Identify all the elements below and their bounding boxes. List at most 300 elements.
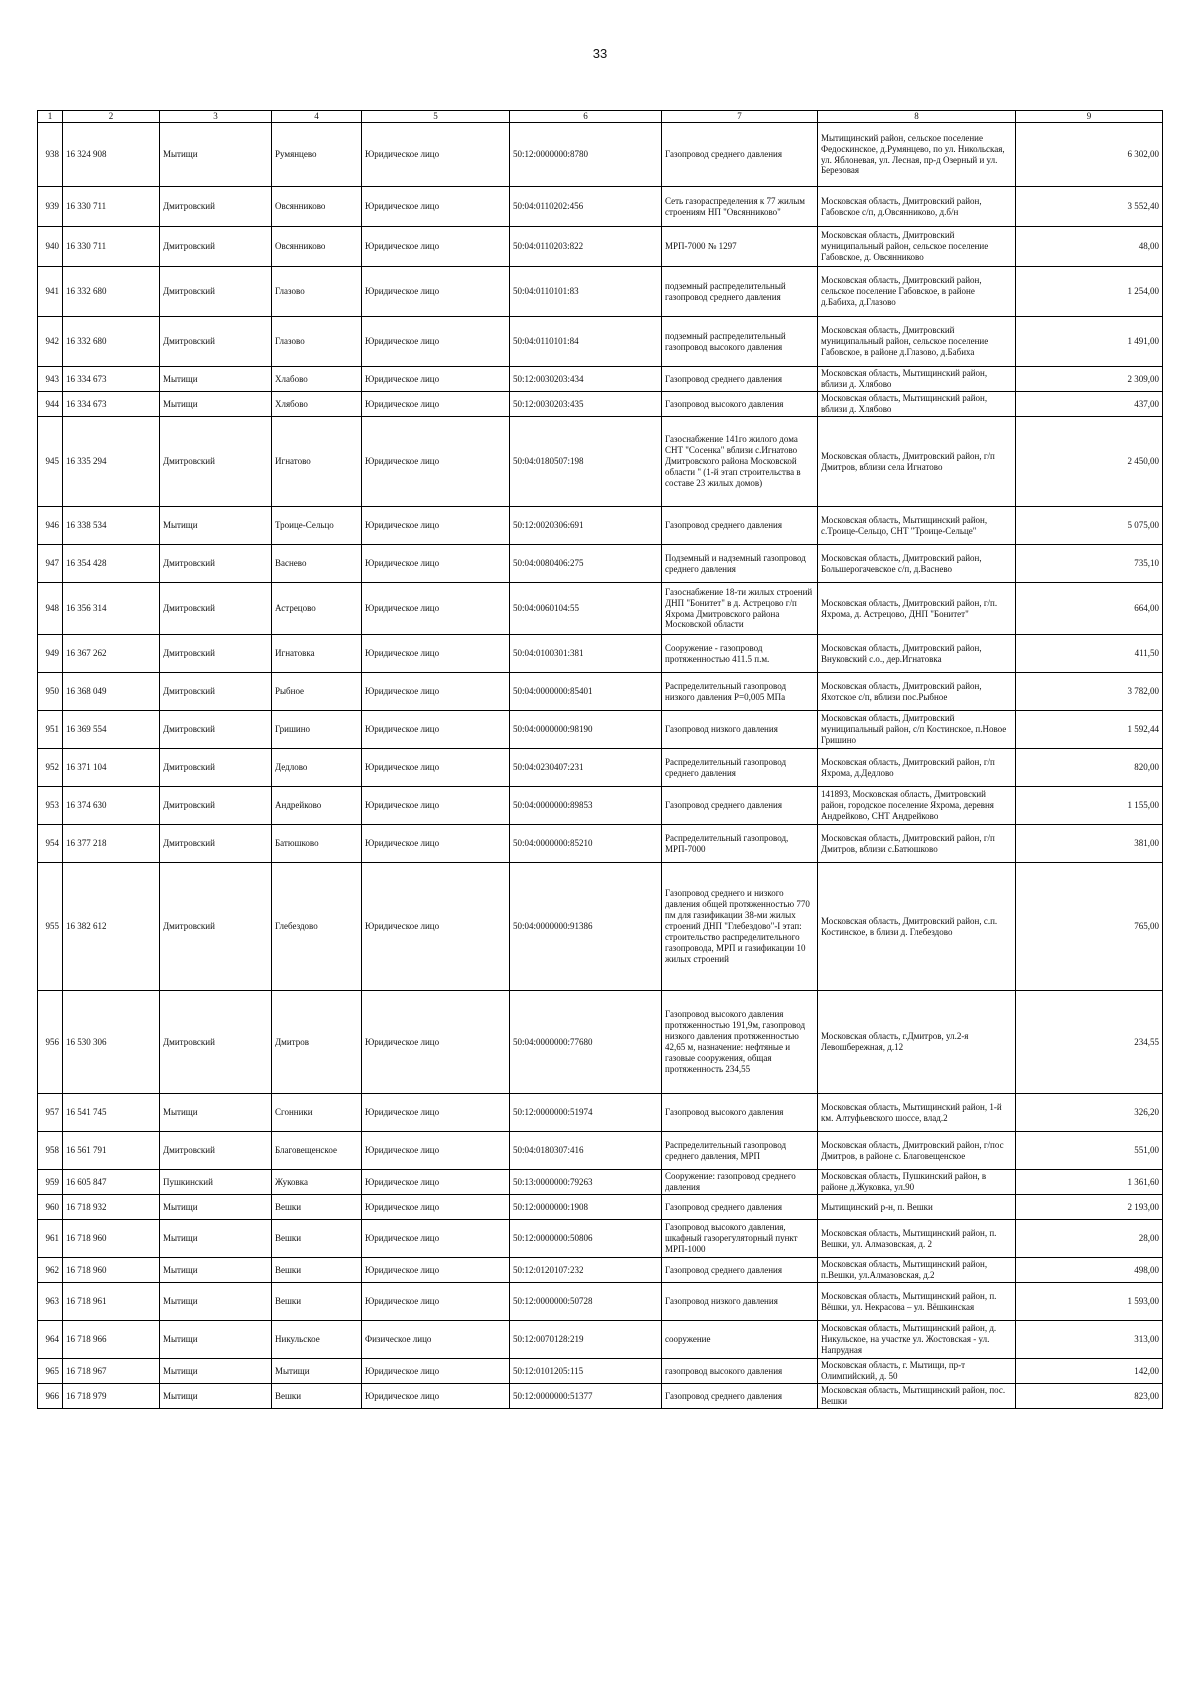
length-cell: 28,00 bbox=[1016, 1220, 1163, 1258]
locality-cell: Глазово bbox=[272, 267, 362, 317]
cadastral-number-cell: 50:04:0000000:85210 bbox=[510, 825, 662, 863]
district-cell: Дмитровский bbox=[160, 417, 272, 507]
length-cell: 1 593,00 bbox=[1016, 1283, 1163, 1321]
object-name-cell: Газопровод среднего давления bbox=[662, 367, 818, 392]
locality-cell: Вешки bbox=[272, 1258, 362, 1283]
cadastral-number-cell: 50:04:0080406:275 bbox=[510, 545, 662, 583]
object-name-cell: сооружение bbox=[662, 1321, 818, 1359]
length-cell: 1 155,00 bbox=[1016, 787, 1163, 825]
object-name-cell: Газопровод высокого давления, шкафный газорегуляторный пункт МРП-1000 bbox=[662, 1220, 818, 1258]
code-cell: 16 332 680 bbox=[63, 267, 160, 317]
code-cell: 16 330 711 bbox=[63, 187, 160, 227]
table-row bbox=[38, 635, 1163, 673]
row-number-cell: 954 bbox=[38, 825, 63, 863]
table-row bbox=[38, 749, 1163, 787]
cadastral-number-cell: 50:12:0120107:232 bbox=[510, 1258, 662, 1283]
object-name-cell: Газопровод низкого давления bbox=[662, 711, 818, 749]
cadastral-number-cell: 50:12:0000000:8780 bbox=[510, 123, 662, 187]
table-row bbox=[38, 1132, 1163, 1170]
locality-cell: Никульское bbox=[272, 1321, 362, 1359]
locality-cell: Сгонники bbox=[272, 1094, 362, 1132]
owner-type-cell: Юридическое лицо bbox=[362, 392, 510, 417]
length-cell: 411,50 bbox=[1016, 635, 1163, 673]
row-number-cell: 956 bbox=[38, 991, 63, 1094]
address-cell: Московская область, Дмитровский район, г/п Дмитров, вблизи села Игнатово bbox=[818, 417, 1016, 507]
locality-cell: Дедлово bbox=[272, 749, 362, 787]
length-cell: 6 302,00 bbox=[1016, 123, 1163, 187]
cadastral-number-cell: 50:04:0000000:85401 bbox=[510, 673, 662, 711]
cadastral-number-cell: 50:04:0000000:89853 bbox=[510, 787, 662, 825]
owner-type-cell: Юридическое лицо bbox=[362, 673, 510, 711]
address-cell: Московская область, Дмитровский район, г/п Дмитров, вблизи с.Батюшково bbox=[818, 825, 1016, 863]
row-number-cell: 942 bbox=[38, 317, 63, 367]
owner-type-cell: Юридическое лицо bbox=[362, 267, 510, 317]
cadastral-number-cell: 50:04:0230407:231 bbox=[510, 749, 662, 787]
owner-type-cell: Юридическое лицо bbox=[362, 1359, 510, 1384]
column-number: 4 bbox=[272, 111, 362, 123]
cadastral-number-cell: 50:13:0000000:79263 bbox=[510, 1170, 662, 1195]
table-row bbox=[38, 317, 1163, 367]
owner-type-cell: Юридическое лицо bbox=[362, 1220, 510, 1258]
object-name-cell: Подземный и надземный газопровод среднего давления bbox=[662, 545, 818, 583]
address-cell: Московская область, г. Мытищи, пр-т Олимпийский, д. 50 bbox=[818, 1359, 1016, 1384]
length-cell: 1 361,60 bbox=[1016, 1170, 1163, 1195]
district-cell: Мытищи bbox=[160, 367, 272, 392]
table-row bbox=[38, 711, 1163, 749]
owner-type-cell: Юридическое лицо bbox=[362, 583, 510, 635]
owner-type-cell: Юридическое лицо bbox=[362, 1170, 510, 1195]
district-cell: Дмитровский bbox=[160, 545, 272, 583]
address-cell: Московская область, Дмитровский муниципальный район, с/п Костинское, п.Новое Гришино bbox=[818, 711, 1016, 749]
cadastral-number-cell: 50:04:0180307:416 bbox=[510, 1132, 662, 1170]
district-cell: Мытищи bbox=[160, 1258, 272, 1283]
address-cell: Московская область, г.Дмитров, ул.2-я Левошбережная, д.12 bbox=[818, 991, 1016, 1094]
locality-cell: Вешки bbox=[272, 1220, 362, 1258]
address-cell: Московская область, Мытищинский район, п. Вешки, ул. Алмазовская, д. 2 bbox=[818, 1220, 1016, 1258]
table-row bbox=[38, 863, 1163, 991]
cadastral-number-cell: 50:12:0030203:434 bbox=[510, 367, 662, 392]
locality-cell: Хлябово bbox=[272, 392, 362, 417]
cadastral-number-cell: 50:04:0110101:83 bbox=[510, 267, 662, 317]
locality-cell: Вешки bbox=[272, 1195, 362, 1220]
table-row bbox=[38, 1283, 1163, 1321]
table-row bbox=[38, 1359, 1163, 1384]
district-cell: Мытищи bbox=[160, 1359, 272, 1384]
column-number: 8 bbox=[818, 111, 1016, 123]
cadastral-number-cell: 50:04:0000000:98190 bbox=[510, 711, 662, 749]
table-row bbox=[38, 673, 1163, 711]
code-cell: 16 369 554 bbox=[63, 711, 160, 749]
address-cell: Московская область, Мытищинский район, вблизи д. Хлябово bbox=[818, 392, 1016, 417]
locality-cell: Глебездово bbox=[272, 863, 362, 991]
length-cell: 313,00 bbox=[1016, 1321, 1163, 1359]
column-number-row bbox=[38, 111, 1163, 123]
cadastral-number-cell: 50:04:0180507:198 bbox=[510, 417, 662, 507]
table-row bbox=[38, 991, 1163, 1094]
code-cell: 16 330 711 bbox=[63, 227, 160, 267]
table-row bbox=[38, 1258, 1163, 1283]
cadastral-number-cell: 50:12:0030203:435 bbox=[510, 392, 662, 417]
length-cell: 765,00 bbox=[1016, 863, 1163, 991]
object-name-cell: подземный распределительный газопровод высокого давления bbox=[662, 317, 818, 367]
row-number-cell: 938 bbox=[38, 123, 63, 187]
table-row bbox=[38, 583, 1163, 635]
object-name-cell: Газопровод низкого давления bbox=[662, 1283, 818, 1321]
district-cell: Дмитровский bbox=[160, 711, 272, 749]
owner-type-cell: Юридическое лицо bbox=[362, 825, 510, 863]
column-number: 7 bbox=[662, 111, 818, 123]
code-cell: 16 374 630 bbox=[63, 787, 160, 825]
length-cell: 326,20 bbox=[1016, 1094, 1163, 1132]
table-row bbox=[38, 545, 1163, 583]
row-number-cell: 953 bbox=[38, 787, 63, 825]
code-cell: 16 324 908 bbox=[63, 123, 160, 187]
table-row bbox=[38, 227, 1163, 267]
address-cell: Московская область, Дмитровский район, Яхотское с/п, вблизи пос.Рыбное bbox=[818, 673, 1016, 711]
district-cell: Мытищи bbox=[160, 1195, 272, 1220]
locality-cell: Овсянниково bbox=[272, 187, 362, 227]
row-number-cell: 965 bbox=[38, 1359, 63, 1384]
address-cell: Московская область, Дмитровский район, с.п. Костинское, в близи д. Глебездово bbox=[818, 863, 1016, 991]
address-cell: Московская область, Дмитровский район, г/п. Яхрома, д. Астрецово, ДНП "Бонитет" bbox=[818, 583, 1016, 635]
district-cell: Дмитровский bbox=[160, 825, 272, 863]
object-name-cell: Сооружение: газопровод среднего давления bbox=[662, 1170, 818, 1195]
locality-cell: Игнатовка bbox=[272, 635, 362, 673]
table-row bbox=[38, 825, 1163, 863]
cadastral-number-cell: 50:04:0000000:77680 bbox=[510, 991, 662, 1094]
district-cell: Дмитровский bbox=[160, 1132, 272, 1170]
table-row bbox=[38, 187, 1163, 227]
district-cell: Дмитровский bbox=[160, 583, 272, 635]
locality-cell: Андрейково bbox=[272, 787, 362, 825]
address-cell: Московская область, Дмитровский муниципальный район, сельское поселение Габовское, д. Овсянниково bbox=[818, 227, 1016, 267]
row-number-cell: 945 bbox=[38, 417, 63, 507]
code-cell: 16 561 791 bbox=[63, 1132, 160, 1170]
owner-type-cell: Юридическое лицо bbox=[362, 787, 510, 825]
code-cell: 16 354 428 bbox=[63, 545, 160, 583]
code-cell: 16 718 960 bbox=[63, 1220, 160, 1258]
locality-cell: Игнатово bbox=[272, 417, 362, 507]
owner-type-cell: Юридическое лицо bbox=[362, 1258, 510, 1283]
code-cell: 16 382 612 bbox=[63, 863, 160, 991]
row-number-cell: 943 bbox=[38, 367, 63, 392]
owner-type-cell: Юридическое лицо bbox=[362, 123, 510, 187]
row-number-cell: 946 bbox=[38, 507, 63, 545]
row-number-cell: 962 bbox=[38, 1258, 63, 1283]
district-cell: Дмитровский bbox=[160, 991, 272, 1094]
cadastral-number-cell: 50:12:0000000:50728 bbox=[510, 1283, 662, 1321]
address-cell: Мытищинский р-н, п. Вешки bbox=[818, 1195, 1016, 1220]
table-row bbox=[38, 1220, 1163, 1258]
length-cell: 735,10 bbox=[1016, 545, 1163, 583]
object-name-cell: Газопровод среднего давления bbox=[662, 1195, 818, 1220]
locality-cell: Батюшково bbox=[272, 825, 362, 863]
locality-cell: Благовещенское bbox=[272, 1132, 362, 1170]
length-cell: 820,00 bbox=[1016, 749, 1163, 787]
owner-type-cell: Юридическое лицо bbox=[362, 1195, 510, 1220]
owner-type-cell: Юридическое лицо bbox=[362, 749, 510, 787]
row-number-cell: 950 bbox=[38, 673, 63, 711]
code-cell: 16 338 534 bbox=[63, 507, 160, 545]
object-name-cell: Газоснабжение 141го жилого дома СНТ "Сосенка" вблизи с.Игнатово Дмитровского района Московской области " (1-й этап строительства в составе 23 жилых домов) bbox=[662, 417, 818, 507]
object-name-cell: Газопровод высокого давления bbox=[662, 1094, 818, 1132]
address-cell: Московская область, Дмитровский район, Большерогачевское с/п, д.Васнево bbox=[818, 545, 1016, 583]
object-name-cell: Газопровод среднего давления bbox=[662, 787, 818, 825]
district-cell: Дмитровский bbox=[160, 227, 272, 267]
cadastral-number-cell: 50:12:0000000:1908 bbox=[510, 1195, 662, 1220]
address-cell: Московская область, Дмитровский район, г/п Яхрома, д.Дедлово bbox=[818, 749, 1016, 787]
cadastral-number-cell: 50:04:0110203:822 bbox=[510, 227, 662, 267]
object-name-cell: Газоснабжение 18-ти жилых строений ДНП "Бонитет" в д. Астрецово г/п Яхрома Дмитровского района Московской области bbox=[662, 583, 818, 635]
gas-pipeline-registry-table bbox=[37, 110, 1163, 1409]
owner-type-cell: Юридическое лицо bbox=[362, 187, 510, 227]
cadastral-number-cell: 50:12:0000000:50806 bbox=[510, 1220, 662, 1258]
code-cell: 16 541 745 bbox=[63, 1094, 160, 1132]
table-row bbox=[38, 1195, 1163, 1220]
object-name-cell: Распределительный газопровод среднего давления bbox=[662, 749, 818, 787]
address-cell: Московская область, Мытищинский район, 1-й км. Алтуфьевского шоссе, влад.2 bbox=[818, 1094, 1016, 1132]
row-number-cell: 958 bbox=[38, 1132, 63, 1170]
owner-type-cell: Юридическое лицо bbox=[362, 1132, 510, 1170]
row-number-cell: 964 bbox=[38, 1321, 63, 1359]
owner-type-cell: Физическое лицо bbox=[362, 1321, 510, 1359]
district-cell: Дмитровский bbox=[160, 317, 272, 367]
locality-cell: Овсянниково bbox=[272, 227, 362, 267]
column-number: 2 bbox=[63, 111, 160, 123]
code-cell: 16 718 979 bbox=[63, 1384, 160, 1409]
row-number-cell: 939 bbox=[38, 187, 63, 227]
address-cell: Московская область, Мытищинский район, п.Вешки, ул.Алмазовская, д.2 bbox=[818, 1258, 1016, 1283]
table-body bbox=[38, 111, 1163, 1409]
cadastral-number-cell: 50:04:0110101:84 bbox=[510, 317, 662, 367]
owner-type-cell: Юридическое лицо bbox=[362, 1384, 510, 1409]
cadastral-number-cell: 50:12:0020306:691 bbox=[510, 507, 662, 545]
length-cell: 823,00 bbox=[1016, 1384, 1163, 1409]
owner-type-cell: Юридическое лицо bbox=[362, 863, 510, 991]
object-name-cell: Газопровод среднего и низкого давления общей протяженностью 770 пм для газификации 38-ми жилых строений ДНП "Глебездово"-I этап: строительство распределительного газопровода, МРП и газификации 10 жилых строений bbox=[662, 863, 818, 991]
district-cell: Мытищи bbox=[160, 123, 272, 187]
address-cell: Московская область, Дмитровский район, Внуковский с.о., дер.Игнатовка bbox=[818, 635, 1016, 673]
table-row bbox=[38, 123, 1163, 187]
object-name-cell: подземный распределительный газопровод среднего давления bbox=[662, 267, 818, 317]
table-row bbox=[38, 392, 1163, 417]
locality-cell: Гришино bbox=[272, 711, 362, 749]
row-number-cell: 955 bbox=[38, 863, 63, 991]
object-name-cell: Газопровод среднего давления bbox=[662, 123, 818, 187]
code-cell: 16 718 961 bbox=[63, 1283, 160, 1321]
column-number: 9 bbox=[1016, 111, 1163, 123]
address-cell: Московская область, Мытищинский район, д. Никульское, на участке ул. Жостовская - ул. Напрудная bbox=[818, 1321, 1016, 1359]
locality-cell: Васнево bbox=[272, 545, 362, 583]
page-number: 33 bbox=[592, 46, 608, 61]
code-cell: 16 368 049 bbox=[63, 673, 160, 711]
locality-cell: Вешки bbox=[272, 1283, 362, 1321]
locality-cell: Хлабово bbox=[272, 367, 362, 392]
address-cell: Московская область, Дмитровский район, сельское поселение Габовское, в районе д.Бабиха, д.Глазово bbox=[818, 267, 1016, 317]
district-cell: Дмитровский bbox=[160, 673, 272, 711]
object-name-cell: Распределительный газопровод, МРП-7000 bbox=[662, 825, 818, 863]
table-row bbox=[38, 1384, 1163, 1409]
cadastral-number-cell: 50:04:0000000:91386 bbox=[510, 863, 662, 991]
code-cell: 16 332 680 bbox=[63, 317, 160, 367]
object-name-cell: Сооружение - газопровод протяженностью 411.5 п.м. bbox=[662, 635, 818, 673]
length-cell: 498,00 bbox=[1016, 1258, 1163, 1283]
address-cell: Московская область, Дмитровский район, г/пос Дмитров, в районе с. Благовещенское bbox=[818, 1132, 1016, 1170]
object-name-cell: Распределительный газопровод среднего давления, МРП bbox=[662, 1132, 818, 1170]
length-cell: 3 552,40 bbox=[1016, 187, 1163, 227]
row-number-cell: 963 bbox=[38, 1283, 63, 1321]
address-cell: Мытищинский район, сельское поселение Федоскинское, д.Румянцево, по ул. Никольская, ул. Яблоневая, ул. Лесная, пр-д Озерный и ул. Березовая bbox=[818, 123, 1016, 187]
owner-type-cell: Юридическое лицо bbox=[362, 1094, 510, 1132]
locality-cell: Мытищи bbox=[272, 1359, 362, 1384]
length-cell: 437,00 bbox=[1016, 392, 1163, 417]
row-number-cell: 949 bbox=[38, 635, 63, 673]
district-cell: Мытищи bbox=[160, 1283, 272, 1321]
code-cell: 16 530 306 bbox=[63, 991, 160, 1094]
column-number: 1 bbox=[38, 111, 63, 123]
district-cell: Мытищи bbox=[160, 392, 272, 417]
owner-type-cell: Юридическое лицо bbox=[362, 417, 510, 507]
table-row bbox=[38, 507, 1163, 545]
object-name-cell: Газопровод среднего давления bbox=[662, 1258, 818, 1283]
length-cell: 5 075,00 bbox=[1016, 507, 1163, 545]
owner-type-cell: Юридическое лицо bbox=[362, 991, 510, 1094]
table-row bbox=[38, 417, 1163, 507]
district-cell: Мытищи bbox=[160, 1094, 272, 1132]
length-cell: 2 450,00 bbox=[1016, 417, 1163, 507]
district-cell: Дмитровский bbox=[160, 635, 272, 673]
address-cell: Московская область, Мытищинский район, пос. Вешки bbox=[818, 1384, 1016, 1409]
column-number: 3 bbox=[160, 111, 272, 123]
length-cell: 1 254,00 bbox=[1016, 267, 1163, 317]
address-cell: Московская область, Мытищинский район, вблизи д. Хлябово bbox=[818, 367, 1016, 392]
length-cell: 381,00 bbox=[1016, 825, 1163, 863]
owner-type-cell: Юридическое лицо bbox=[362, 227, 510, 267]
district-cell: Дмитровский bbox=[160, 267, 272, 317]
row-number-cell: 957 bbox=[38, 1094, 63, 1132]
address-cell: Московская область, Пушкинский район, в районе д.Жуковка, ул.90 bbox=[818, 1170, 1016, 1195]
address-cell: Московская область, Дмитровский муниципальный район, сельское поселение Габовское, в районе д.Глазово, д.Бабиха bbox=[818, 317, 1016, 367]
code-cell: 16 377 218 bbox=[63, 825, 160, 863]
owner-type-cell: Юридическое лицо bbox=[362, 711, 510, 749]
code-cell: 16 718 932 bbox=[63, 1195, 160, 1220]
length-cell: 551,00 bbox=[1016, 1132, 1163, 1170]
owner-type-cell: Юридическое лицо bbox=[362, 545, 510, 583]
object-name-cell: газопровод высокого давления bbox=[662, 1359, 818, 1384]
length-cell: 2 309,00 bbox=[1016, 367, 1163, 392]
length-cell: 2 193,00 bbox=[1016, 1195, 1163, 1220]
cadastral-number-cell: 50:12:0101205:115 bbox=[510, 1359, 662, 1384]
length-cell: 1 491,00 bbox=[1016, 317, 1163, 367]
code-cell: 16 367 262 bbox=[63, 635, 160, 673]
district-cell: Мытищи bbox=[160, 1384, 272, 1409]
owner-type-cell: Юридическое лицо bbox=[362, 317, 510, 367]
locality-cell: Троице-Сельцо bbox=[272, 507, 362, 545]
address-cell: Московская область, Мытищинский район, п. Вёшки, ул. Некрасова – ул. Вёшкинская bbox=[818, 1283, 1016, 1321]
owner-type-cell: Юридическое лицо bbox=[362, 507, 510, 545]
code-cell: 16 334 673 bbox=[63, 392, 160, 417]
cadastral-number-cell: 50:12:0070128:219 bbox=[510, 1321, 662, 1359]
row-number-cell: 961 bbox=[38, 1220, 63, 1258]
code-cell: 16 335 294 bbox=[63, 417, 160, 507]
owner-type-cell: Юридическое лицо bbox=[362, 367, 510, 392]
address-cell: Московская область, Дмитровский район, Габовское с/п, д.Овсянниково, д.б/н bbox=[818, 187, 1016, 227]
column-number: 5 bbox=[362, 111, 510, 123]
row-number-cell: 960 bbox=[38, 1195, 63, 1220]
row-number-cell: 966 bbox=[38, 1384, 63, 1409]
owner-type-cell: Юридическое лицо bbox=[362, 1283, 510, 1321]
district-cell: Дмитровский bbox=[160, 787, 272, 825]
owner-type-cell: Юридическое лицо bbox=[362, 635, 510, 673]
cadastral-number-cell: 50:12:0000000:51974 bbox=[510, 1094, 662, 1132]
object-name-cell: Сеть газораспределения к 77 жилым строениям НП "Овсянниково" bbox=[662, 187, 818, 227]
length-cell: 1 592,44 bbox=[1016, 711, 1163, 749]
table-row bbox=[38, 267, 1163, 317]
cadastral-number-cell: 50:04:0110202:456 bbox=[510, 187, 662, 227]
row-number-cell: 959 bbox=[38, 1170, 63, 1195]
row-number-cell: 948 bbox=[38, 583, 63, 635]
district-cell: Мытищи bbox=[160, 507, 272, 545]
address-cell: 141893, Московская область, Дмитровский район, городское поселение Яхрома, деревня Андрейково, СНТ Андрейково bbox=[818, 787, 1016, 825]
row-number-cell: 952 bbox=[38, 749, 63, 787]
code-cell: 16 605 847 bbox=[63, 1170, 160, 1195]
object-name-cell: Распределительный газопровод низкого давления Р=0,005 МПа bbox=[662, 673, 818, 711]
locality-cell: Дмитров bbox=[272, 991, 362, 1094]
row-number-cell: 947 bbox=[38, 545, 63, 583]
object-name-cell: МРП-7000 № 1297 bbox=[662, 227, 818, 267]
locality-cell: Жуковка bbox=[272, 1170, 362, 1195]
row-number-cell: 940 bbox=[38, 227, 63, 267]
row-number-cell: 941 bbox=[38, 267, 63, 317]
column-number: 6 bbox=[510, 111, 662, 123]
district-cell: Дмитровский bbox=[160, 187, 272, 227]
district-cell: Мытищи bbox=[160, 1321, 272, 1359]
address-cell: Московская область, Мытищинский район, с.Троице-Сельцо, СНТ "Троице-Сельце" bbox=[818, 507, 1016, 545]
district-cell: Дмитровский bbox=[160, 863, 272, 991]
object-name-cell: Газопровод среднего давления bbox=[662, 507, 818, 545]
locality-cell: Астрецово bbox=[272, 583, 362, 635]
cadastral-number-cell: 50:12:0000000:51377 bbox=[510, 1384, 662, 1409]
code-cell: 16 356 314 bbox=[63, 583, 160, 635]
code-cell: 16 371 104 bbox=[63, 749, 160, 787]
length-cell: 234,55 bbox=[1016, 991, 1163, 1094]
object-name-cell: Газопровод высокого давления bbox=[662, 392, 818, 417]
table-row bbox=[38, 1321, 1163, 1359]
locality-cell: Глазово bbox=[272, 317, 362, 367]
code-cell: 16 718 967 bbox=[63, 1359, 160, 1384]
district-cell: Мытищи bbox=[160, 1220, 272, 1258]
row-number-cell: 944 bbox=[38, 392, 63, 417]
district-cell: Пушкинский bbox=[160, 1170, 272, 1195]
length-cell: 48,00 bbox=[1016, 227, 1163, 267]
code-cell: 16 334 673 bbox=[63, 367, 160, 392]
table-row bbox=[38, 1170, 1163, 1195]
length-cell: 3 782,00 bbox=[1016, 673, 1163, 711]
length-cell: 664,00 bbox=[1016, 583, 1163, 635]
locality-cell: Румянцево bbox=[272, 123, 362, 187]
code-cell: 16 718 966 bbox=[63, 1321, 160, 1359]
object-name-cell: Газопровод среднего давления bbox=[662, 1384, 818, 1409]
district-cell: Дмитровский bbox=[160, 749, 272, 787]
length-cell: 142,00 bbox=[1016, 1359, 1163, 1384]
table-row bbox=[38, 367, 1163, 392]
row-number-cell: 951 bbox=[38, 711, 63, 749]
table-row bbox=[38, 787, 1163, 825]
locality-cell: Вешки bbox=[272, 1384, 362, 1409]
locality-cell: Рыбное bbox=[272, 673, 362, 711]
table-row bbox=[38, 1094, 1163, 1132]
code-cell: 16 718 960 bbox=[63, 1258, 160, 1283]
